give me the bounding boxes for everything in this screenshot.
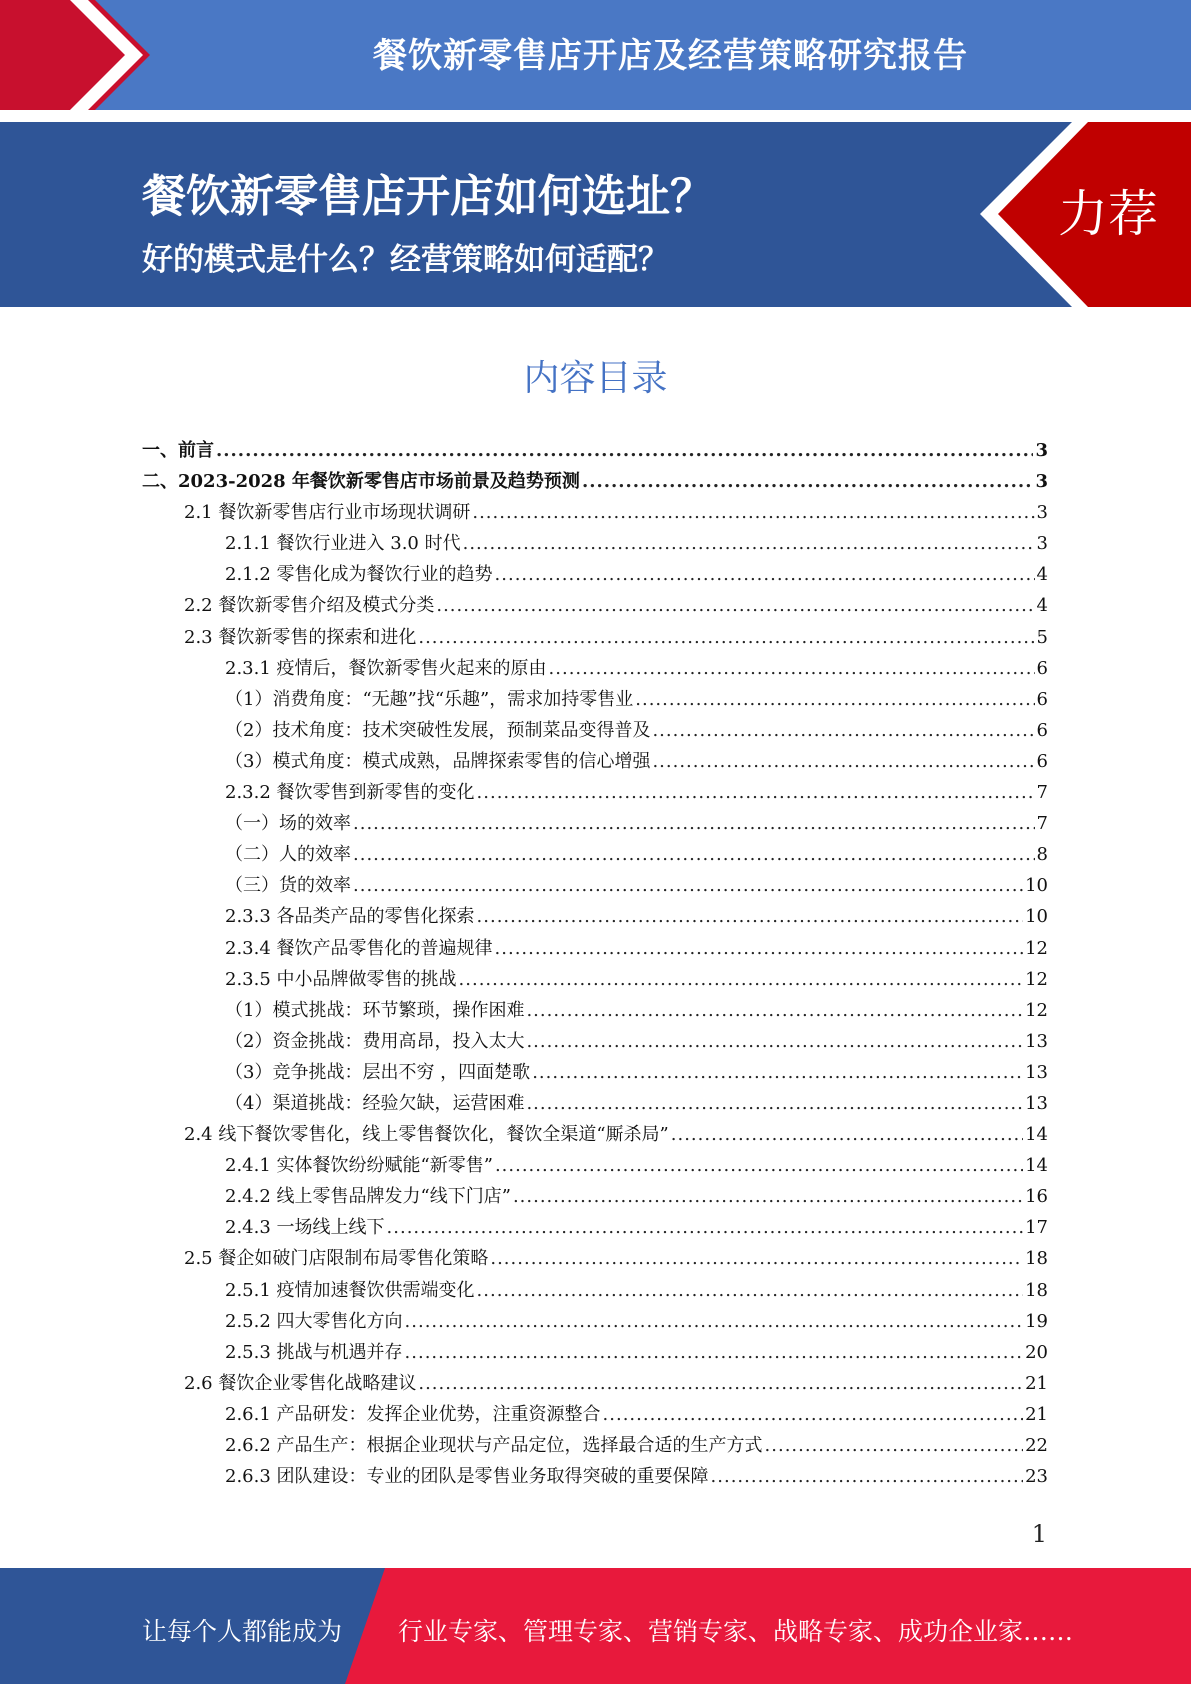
- toc-entry[interactable]: [142, 1027, 1048, 1058]
- toc-entry-label: 2.6.1 产品研发：发挥企业优势，注重资源整合: [225, 1403, 601, 1425]
- leader-dots: [526, 1093, 1023, 1114]
- toc-entry-label: 2.1 餐饮新零售店行业市场现状调研: [184, 502, 471, 524]
- toc-entry-page: 17: [1025, 1217, 1048, 1239]
- toc-entry-page: 18: [1025, 1248, 1048, 1270]
- leader-dots: [765, 1435, 1024, 1456]
- toc-entry-page: 7: [1036, 782, 1048, 804]
- toc-entry[interactable]: [142, 1151, 1048, 1182]
- toc-entry-page: 20: [1025, 1341, 1048, 1363]
- top-banner: [0, 0, 1191, 110]
- toc-entry-page: 3: [1035, 471, 1048, 493]
- toc-entry[interactable]: [142, 840, 1048, 871]
- toc-entry-label: 2.4.3 一场线上线下: [225, 1217, 385, 1239]
- toc-entry[interactable]: [142, 1431, 1048, 1462]
- toc-entry-page: 6: [1036, 657, 1048, 679]
- footer-slogan: 让每个人都能成为: [142, 1617, 343, 1646]
- leader-dots: [582, 471, 1034, 492]
- toc-entry[interactable]: [142, 1089, 1048, 1120]
- leader-dots: [418, 627, 1034, 648]
- toc-entry-label: （三）货的效率: [225, 875, 351, 897]
- toc-entry-page: 22: [1025, 1435, 1048, 1456]
- toc-entry[interactable]: [142, 685, 1048, 716]
- toc-entry-page: 12: [1025, 999, 1048, 1021]
- leader-dots: [635, 689, 1034, 710]
- toc-entry-page: 3: [1036, 533, 1048, 555]
- toc-entry[interactable]: [142, 467, 1048, 498]
- toc-entry[interactable]: [142, 716, 1048, 747]
- toc-entry[interactable]: [142, 871, 1048, 902]
- toc-entry[interactable]: [142, 965, 1048, 996]
- toc-entry-label: 2.5 餐企如破门店限制布局零售化策略: [184, 1248, 489, 1270]
- toc-entry-label: 2.2 餐饮新零售介绍及模式分类: [184, 595, 435, 617]
- toc-entry-label: 2.4.1 实体餐饮纷纷赋能“新零售”: [225, 1155, 493, 1177]
- toc-entry-label: 2.3.5 中小品牌做零售的挑战: [225, 968, 457, 990]
- toc-entry[interactable]: [142, 1182, 1048, 1213]
- toc-entry-page: 13: [1025, 1030, 1048, 1052]
- toc-entry-label: 2.5.1 疫情加速餐饮供需端变化: [225, 1279, 475, 1301]
- hero-subtitle: 好的模式是什么？经营策略如何适配？: [142, 242, 669, 278]
- toc-entry[interactable]: [142, 902, 1048, 933]
- toc-entry-label: 一、前言: [142, 440, 214, 461]
- toc-entry-page: 5: [1036, 626, 1048, 648]
- leader-dots: [652, 720, 1034, 741]
- toc-entry-label: （2）资金挑战：费用高昂，投入太大: [225, 1030, 525, 1052]
- toc-entry[interactable]: [142, 934, 1048, 965]
- leader-dots: [711, 1466, 1024, 1487]
- toc-entry-page: 6: [1036, 750, 1048, 772]
- leader-dots: [463, 533, 1035, 554]
- toc-entry-label: 2.3.3 各品类产品的零售化探索: [225, 906, 475, 928]
- toc-entry-label: 2.4 线下餐饮零售化，线上零售餐饮化，餐饮全渠道“厮杀局”: [184, 1124, 669, 1146]
- toc-entry-page: 8: [1036, 844, 1048, 866]
- toc-entry-label: （1）消费角度：“无趣”找“乐趣”，需求加持零售业: [225, 688, 634, 710]
- toc-entry-page: 13: [1025, 1061, 1048, 1083]
- leader-dots: [490, 1248, 1023, 1269]
- toc-entry-label: 2.5.2 四大零售化方向: [225, 1310, 403, 1332]
- toc-entry[interactable]: [142, 1058, 1048, 1089]
- toc-entry-page: 6: [1036, 719, 1048, 741]
- report-title: 餐饮新零售店开店及经营策略研究报告: [373, 36, 968, 76]
- leader-dots: [495, 564, 1035, 585]
- red-arrow-icon: [0, 0, 160, 110]
- leader-dots: [472, 502, 1034, 523]
- toc-entry[interactable]: [142, 809, 1048, 840]
- toc-entry-label: 2.1.1 餐饮行业进入 3.0 时代: [225, 533, 461, 555]
- toc-heading: 内容目录: [523, 358, 668, 399]
- toc-entry-label: （2）技术角度：技术突破性发展，预制菜品变得普及: [225, 719, 651, 741]
- toc-entry[interactable]: [142, 591, 1048, 622]
- toc-entry-page: 18: [1025, 1279, 1048, 1301]
- toc-entry[interactable]: [142, 498, 1048, 529]
- toc-entry[interactable]: [142, 654, 1048, 685]
- toc-entry-page: 13: [1025, 1092, 1048, 1114]
- toc-entry[interactable]: [142, 1276, 1048, 1307]
- toc-entry-label: 2.3.1 疫情后，餐饮新零售火起来的原由: [225, 657, 547, 679]
- leader-dots: [418, 1373, 1023, 1394]
- leader-dots: [526, 1000, 1023, 1021]
- toc-entry-label: 2.6.3 团队建设：专业的团队是零售业务取得突破的重要保障: [225, 1466, 709, 1488]
- toc-entry-page: 10: [1025, 875, 1048, 897]
- toc-entry-page: 12: [1025, 968, 1048, 990]
- leader-dots: [652, 751, 1034, 772]
- leader-dots: [405, 1342, 1024, 1363]
- toc-entry[interactable]: [142, 1120, 1048, 1151]
- toc-entry-label: （4）渠道挑战：经验欠缺，运营困难: [225, 1092, 525, 1114]
- leader-dots: [671, 1124, 1023, 1145]
- toc-entry-page: 12: [1025, 937, 1048, 959]
- recommend-badge-label: 力荐: [1058, 185, 1158, 243]
- toc-entry-page: 14: [1025, 1155, 1048, 1177]
- leader-dots: [353, 875, 1023, 896]
- toc-entry-label: 2.3.4 餐饮产品零售化的普遍规律: [225, 937, 493, 959]
- toc-entry-label: （一）场的效率: [225, 813, 351, 835]
- leader-dots: [405, 1311, 1024, 1332]
- toc-entry-page: 23: [1025, 1466, 1048, 1488]
- footer-banner: [0, 1568, 1191, 1684]
- leader-dots: [603, 1404, 1024, 1425]
- toc-entry-label: 2.4.2 线上零售品牌发力“线下门店”: [225, 1186, 511, 1208]
- leader-dots: [459, 969, 1024, 990]
- leader-dots: [532, 1062, 1023, 1083]
- leader-dots: [549, 658, 1035, 679]
- toc-entry-page: 7: [1036, 813, 1048, 835]
- toc-entry-label: 二、2023-2028 年餐饮新零售店市场前景及趋势预测: [142, 471, 580, 493]
- leader-dots: [216, 440, 1033, 461]
- toc-entry-label: 2.6 餐饮企业零售化战略建议: [184, 1372, 417, 1394]
- toc-entry-label: （3）模式角度：模式成熟，品牌探索零售的信心增强: [225, 750, 651, 772]
- table-of-contents: [142, 436, 1048, 1493]
- toc-entry-page: 4: [1036, 595, 1048, 617]
- toc-entry[interactable]: [142, 1338, 1048, 1369]
- toc-entry-label: 2.6.2 产品生产：根据企业现状与产品定位，选择最合适的生产方式: [225, 1435, 763, 1456]
- leader-dots: [353, 813, 1035, 834]
- toc-entry-label: （二）人的效率: [225, 844, 351, 866]
- toc-entry[interactable]: [142, 1244, 1048, 1275]
- toc-entry-label: 2.5.3 挑战与机遇并存: [225, 1341, 403, 1363]
- toc-entry[interactable]: [142, 747, 1048, 778]
- toc-entry[interactable]: [142, 778, 1048, 809]
- toc-entry-label: 2.1.2 零售化成为餐饮行业的趋势: [225, 564, 493, 586]
- footer-roles: 行业专家、管理专家、营销专家、战略专家、成功企业家……: [398, 1617, 1074, 1646]
- toc-entry[interactable]: [142, 1213, 1048, 1244]
- toc-entry[interactable]: [142, 1462, 1048, 1493]
- toc-entry-page: 4: [1036, 564, 1048, 586]
- toc-entry-page: 3: [1035, 440, 1048, 461]
- leader-dots: [436, 595, 1034, 616]
- leader-dots: [495, 938, 1024, 959]
- toc-entry-page: 10: [1025, 906, 1048, 928]
- leader-dots: [477, 782, 1035, 803]
- toc-entry-label: 2.3.2 餐饮零售到新零售的变化: [225, 782, 475, 804]
- toc-entry[interactable]: [142, 560, 1048, 591]
- page-number: 1: [1031, 1520, 1047, 1548]
- toc-entry-page: 19: [1025, 1310, 1048, 1332]
- toc-entry-page: 21: [1025, 1403, 1048, 1425]
- toc-entry-label: 2.3 餐饮新零售的探索和进化: [184, 626, 417, 648]
- toc-entry-page: 6: [1036, 688, 1048, 710]
- toc-entry-page: 21: [1025, 1372, 1048, 1394]
- leader-dots: [477, 1280, 1024, 1301]
- toc-entry[interactable]: [142, 1369, 1048, 1400]
- hero-title: 餐饮新零售店开店如何选址？: [142, 171, 714, 222]
- toc-entry[interactable]: [142, 1307, 1048, 1338]
- toc-entry-page: 14: [1025, 1124, 1048, 1146]
- toc-entry[interactable]: [142, 623, 1048, 654]
- leader-dots: [526, 1031, 1023, 1052]
- toc-entry[interactable]: [142, 996, 1048, 1027]
- leader-dots: [387, 1217, 1024, 1238]
- toc-entry-page: 16: [1025, 1186, 1048, 1208]
- leader-dots: [495, 1155, 1023, 1176]
- toc-entry[interactable]: [142, 529, 1048, 560]
- toc-entry-label: （3）竞争挑战：层出不穷 ，四面楚歌: [225, 1061, 531, 1083]
- leader-dots: [477, 906, 1024, 927]
- hero-banner: [0, 122, 1191, 307]
- toc-entry[interactable]: [142, 1400, 1048, 1431]
- leader-dots: [513, 1186, 1023, 1207]
- toc-entry[interactable]: [142, 436, 1048, 467]
- toc-entry-label: （1）模式挑战：环节繁琐，操作困难: [225, 999, 525, 1021]
- toc-entry-page: 3: [1036, 502, 1048, 524]
- leader-dots: [353, 844, 1035, 865]
